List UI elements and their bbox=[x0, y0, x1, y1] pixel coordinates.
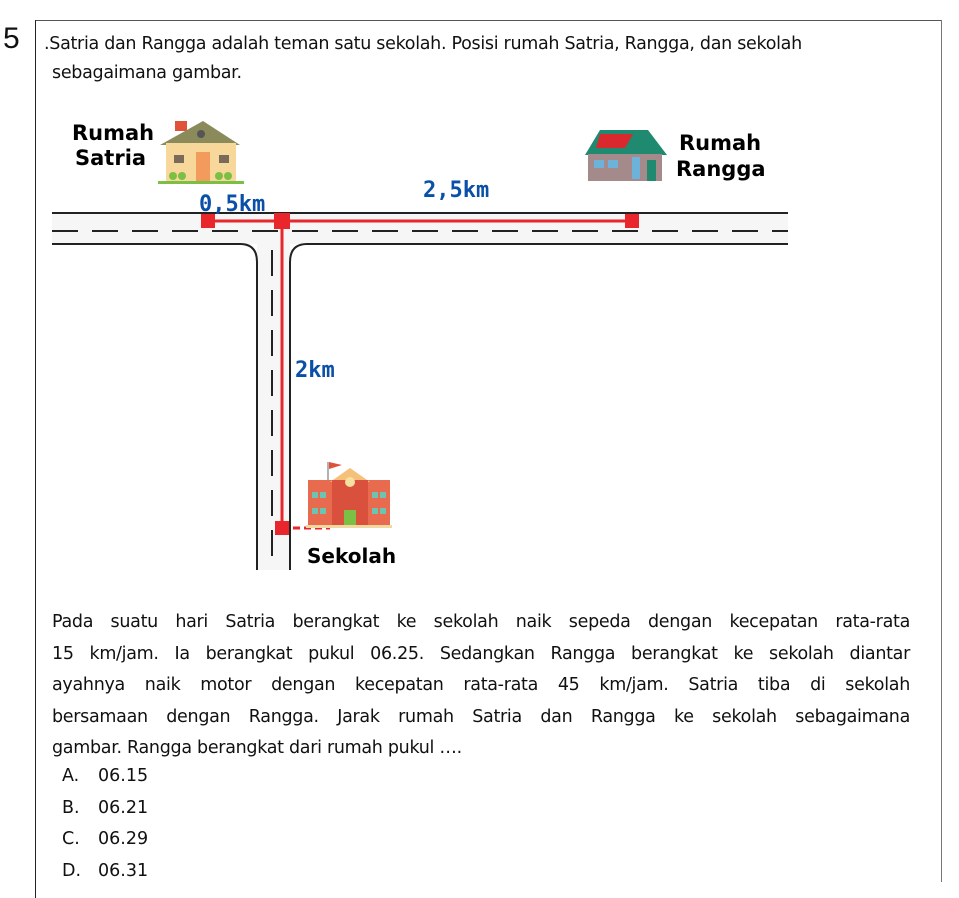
option-d[interactable]: D. 06.31 bbox=[62, 860, 149, 881]
paragraph-line: 15 km/jam. Ia berangkat pukul 06.25. Sedangkan Rangga berangkat ke sekolah diantar bbox=[52, 643, 910, 664]
satria-label: Satria bbox=[75, 146, 147, 170]
school-icon bbox=[306, 462, 392, 528]
rangga-label: Rumah bbox=[679, 131, 762, 155]
school-label: Sekolah bbox=[307, 544, 397, 568]
intro-line: sebagaimana gambar. bbox=[52, 63, 242, 83]
question-number: 5 bbox=[3, 22, 20, 55]
intro-line: .Satria dan Rangga adalah teman satu sekolah. Posisi rumah Satria, Rangga, dan sekolah bbox=[44, 34, 802, 54]
option-b[interactable]: B. 06.21 bbox=[62, 797, 149, 818]
marker-junction bbox=[274, 213, 290, 229]
rangga-label: Rangga bbox=[676, 157, 766, 181]
answer-options bbox=[62, 761, 148, 887]
question-paragraph bbox=[52, 607, 910, 765]
satria-house-icon bbox=[158, 121, 244, 184]
rangga-house-icon bbox=[585, 130, 667, 181]
option-c[interactable]: C. 06.29 bbox=[62, 829, 149, 849]
paragraph-line: ayahnya naik motor dengan kecepatan rata-rata 45 km/jam. Satria tiba di sekolah bbox=[52, 675, 910, 695]
paragraph-line: gambar. Rangga berangkat dari rumah pukul …. bbox=[52, 738, 462, 758]
distance-rangga: 2,5km bbox=[423, 178, 490, 203]
satria-label: Rumah bbox=[72, 121, 155, 145]
marker-rangga bbox=[625, 214, 639, 228]
road bbox=[52, 213, 788, 570]
distance-school: 2km bbox=[295, 358, 335, 383]
option-a[interactable]: A. 06.15 bbox=[62, 766, 149, 786]
distance-satria: 0,5km bbox=[199, 192, 266, 217]
paragraph-line: Pada suatu hari Satria berangkat ke sekolah naik sepeda dengan kecepatan rata-rata bbox=[52, 612, 910, 632]
marker-school bbox=[275, 521, 289, 535]
paragraph-line: bersamaan dengan Rangga. Jarak rumah Satria dan Rangga ke sekolah sebagaimana bbox=[52, 706, 910, 727]
